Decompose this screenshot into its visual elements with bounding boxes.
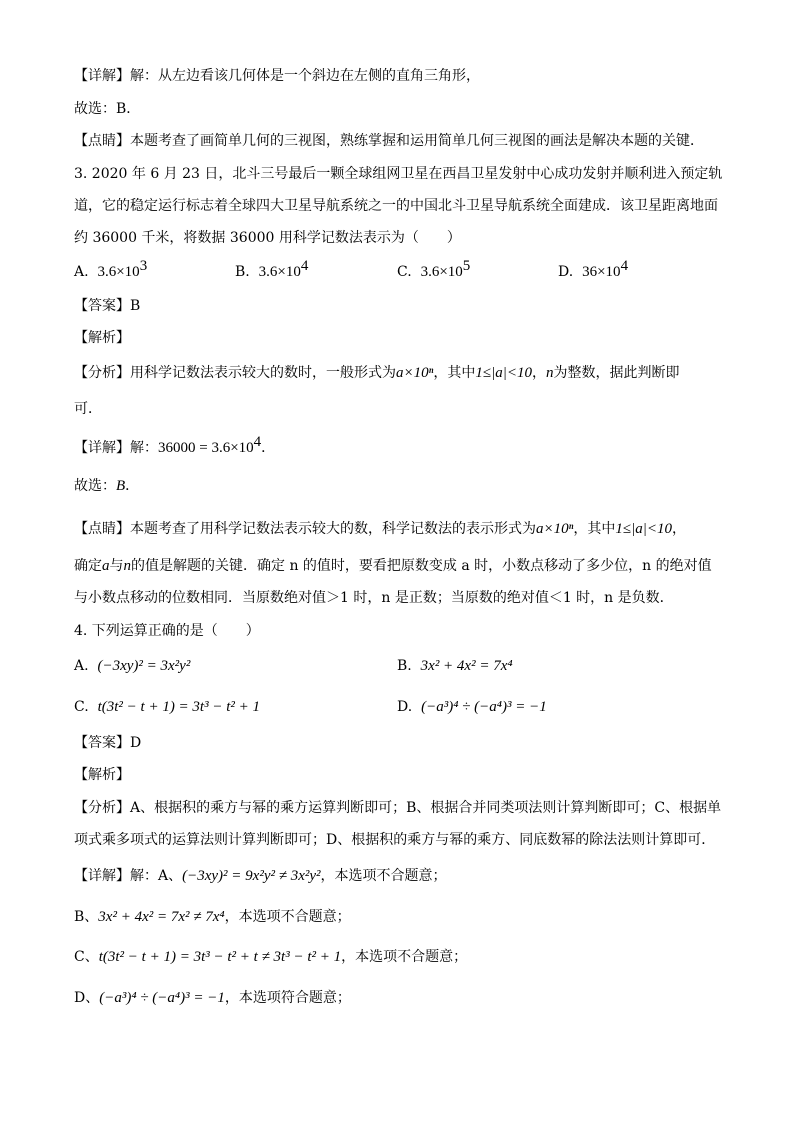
q3-comment-line3: 与小数点移动的位数相同．当原数绝对值＞1 时，n 是正数；当原数的绝对值＜1 时，n 是负数． — [74, 590, 674, 606]
q3-fenxi-line2: 可． — [74, 401, 102, 417]
q3-comment-line2: 确定a与n的值是解题的关键．确定 n 的值时，要看把原数变成 a 时，小数点移动了多少位，n 的绝对值 — [74, 558, 712, 574]
q3-option-c: C. $3.6\times 10^5$ — [397, 258, 471, 280]
answer-value: B — [130, 298, 141, 314]
q4-option-c: C. t(3t² − t + 1) = 3t³ − t² + 1 — [74, 699, 261, 715]
q4-detail-a: 【详解】解：A、(−3xy)² = 9x²y² ≠ 3x²y²，本选项不合题意； — [74, 868, 447, 884]
prev-comment-line — [74, 131, 704, 151]
detail-text: 解：从左边看该几何体是一个斜边在左侧的直角三角形， — [130, 68, 480, 84]
q4-fenxi-line1: 【分析】A、根据积的乘方与幂的乘方运算判断即可；B、根据合并同类项法则计算判断即可；C、根据单 — [74, 800, 722, 816]
comment-text: 本题考查了画简单几何的三视图，熟练掌握和运用简单几何三视图的画法是解决本题的关键． — [130, 133, 704, 149]
q3-answer-line — [74, 296, 140, 316]
q4-detail-d: D、(−a³)⁴ ÷ (−a⁴)³ = −1，本选项符合题意； — [74, 990, 351, 1006]
q3-detail-line: 【详解】解：$36000 = 3.6\times 10^4$． — [74, 434, 276, 456]
q3-stem-line1: 3. 2020 年 6 月 23 日，北斗三号最后一颗全球组网卫星在西昌卫星发射中心成功发射并顺利进入预定轨 — [74, 166, 723, 182]
q3-stem-line2: 道，它的稳定运行标志着全球四大卫星导航系统之一的中国北斗卫星导航系统全面建成．该卫星距离地面 — [74, 198, 718, 214]
q3-stem-line3: 约 36000 千米，将数据 36000 用科学记数法表示为（ ） — [74, 230, 461, 246]
prev-choose-line: 故选：B． — [74, 101, 141, 117]
q3-choose-line: 故选：B． — [74, 478, 140, 494]
q4-answer-line: 【答案】D — [74, 735, 142, 751]
q4-stem: 4. 下列运算正确的是（ ） — [74, 623, 260, 639]
q3-comment-line1: 【点睛】本题考查了用科学记数法表示较大的数，科学记数法的表示形式为a×10ⁿ，其中1≤|a|<10， — [74, 521, 686, 537]
q4-detail-c: C、t(3t² − t + 1) = 3t³ − t² + t ≠ 3t³ − t² + 1，本选项不合题意； — [74, 949, 468, 965]
q3-analysis-tag: 【解析】 — [74, 330, 130, 346]
answer-tag: 【答案】 — [74, 298, 130, 314]
q4-fenxi-line2: 项式乘多项式的运算法则计算判断即可；D、根据积的乘方与幂的乘方、同底数幂的除法法则计算即可． — [74, 832, 716, 848]
prev-detail-line — [74, 66, 480, 86]
q4-option-d: D. (−a³)⁴ ÷ (−a⁴)³ = −1 — [397, 699, 547, 715]
comment-tag: 【点睛】 — [74, 133, 130, 149]
q3-option-a: A. $3.6\times 10^3$ — [74, 258, 148, 280]
detail-tag: 【详解】 — [74, 68, 130, 84]
q3-option-d: D. $36\times 10^4$ — [558, 258, 629, 280]
q4-analysis-tag: 【解析】 — [74, 767, 130, 783]
q3-option-b: B. $3.6\times 10^4$ — [235, 258, 309, 280]
q4-option-b: B. 3x² + 4x² = 7x⁴ — [397, 658, 513, 674]
q3-fenxi-line1: 【分析】用科学记数法表示较大的数时，一般形式为a×10ⁿ，其中1≤|a|<10，n为整数，据此判断即 — [74, 365, 680, 381]
q4-option-a: A. (−3xy)² = 3x²y² — [74, 658, 191, 674]
q4-detail-b: B、3x² + 4x² = 7x² ≠ 7x⁴，本选项不合题意； — [74, 909, 351, 925]
